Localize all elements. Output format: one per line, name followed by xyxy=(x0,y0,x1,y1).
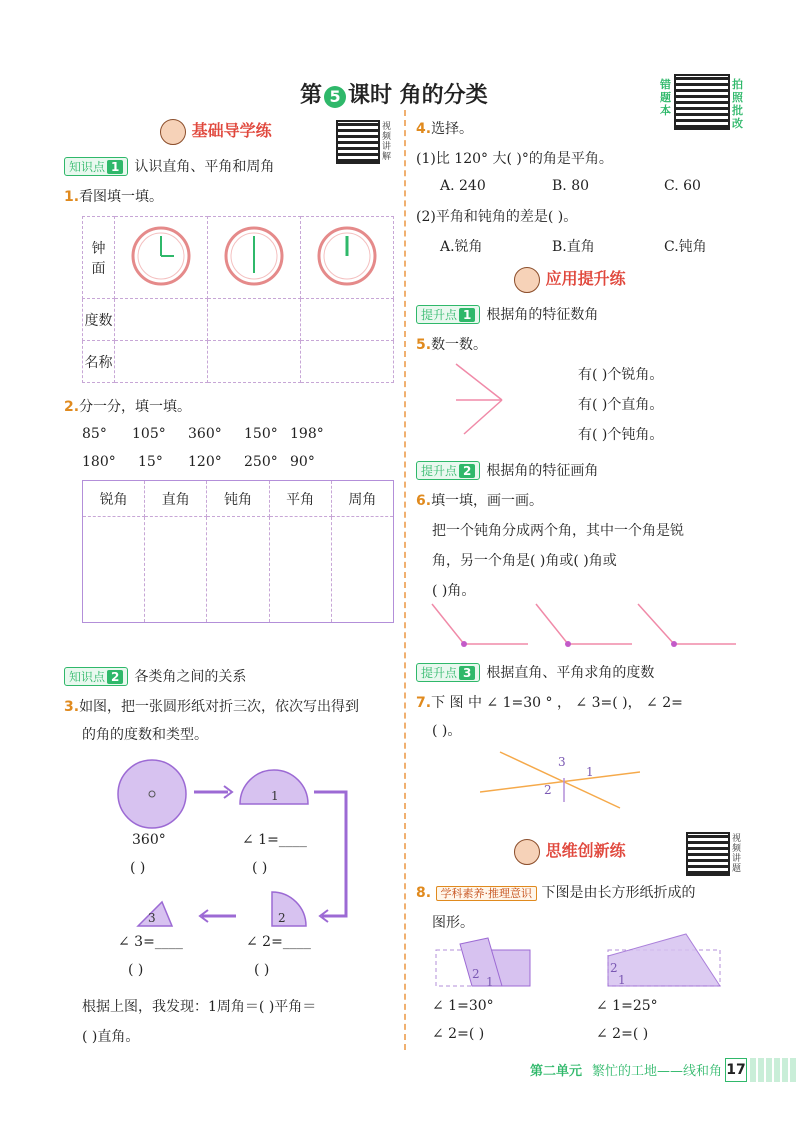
answer-blank[interactable]: ( ) xyxy=(252,860,268,876)
title-suffix: 课时 角的分类 xyxy=(348,83,488,108)
q4-part1: (1)比 120° 大( )°的角是平角。 xyxy=(416,151,613,167)
option[interactable]: C. 60 xyxy=(664,178,701,194)
answer-blank[interactable]: ( ) xyxy=(254,962,270,978)
angle-label-3: 3 xyxy=(148,911,156,925)
footer-title: 繁忙的工地——线和角 xyxy=(592,1064,723,1079)
angle-label-1: 1 xyxy=(486,975,494,989)
footer-decoration xyxy=(750,1058,798,1082)
q5-answer-right[interactable]: 有( )个直角。 xyxy=(578,397,664,413)
q8-angle1-a: ∠ 1=30° xyxy=(432,998,494,1014)
q8-angle2-a[interactable]: ∠ 2=( ) xyxy=(432,1026,485,1042)
kp-text: 认识直角、平角和周角 xyxy=(134,159,275,175)
q7-prompt xyxy=(416,692,683,712)
q3-prompt xyxy=(64,696,359,716)
q4-part2: (2)平角和钝角的差是( )。 xyxy=(416,209,578,225)
kp-text: 根据直角、平角求角的度数 xyxy=(486,665,655,681)
q8-angle1-b: ∠ 1=25° xyxy=(596,998,658,1014)
q1-number: 1. xyxy=(64,189,80,205)
clock-cell xyxy=(301,217,394,299)
kp-text: 根据角的特征画角 xyxy=(486,463,599,479)
kp-tag-num: 3 xyxy=(459,666,475,680)
angle-label-2: 2 xyxy=(472,967,480,981)
q6-line1: 把一个钝角分成两个角，其中一个角是锐 xyxy=(432,523,684,539)
q8-angle2-b[interactable]: ∠ 2=( ) xyxy=(596,1026,649,1042)
angle-value: 250° xyxy=(244,454,278,470)
q4-part1-options xyxy=(440,178,701,194)
q2-values-line2 xyxy=(82,454,315,470)
q4-number: 4. xyxy=(416,121,432,137)
angle-label-1: 1 xyxy=(271,789,279,803)
q7-intersecting-lines xyxy=(480,750,640,810)
qr-label: 视频讲题 xyxy=(732,834,742,874)
column-divider xyxy=(404,110,406,1050)
q3-label-angle1: ∠ 1=____ xyxy=(242,832,307,848)
footer-unit: 第二单元 xyxy=(530,1064,583,1079)
angle-label-1: 1 xyxy=(618,973,626,987)
q3-number: 3. xyxy=(64,699,80,715)
kp-tag-num: 2 xyxy=(107,670,123,684)
q3-text-cont: 的角的度数和类型。 xyxy=(82,727,208,743)
kp-tag-num: 1 xyxy=(107,160,123,174)
answer-cell[interactable] xyxy=(301,299,394,341)
q2-prompt xyxy=(64,396,191,416)
q3-conclusion: 根据上图，我发现：1周角＝( )平角＝ xyxy=(82,999,317,1015)
section-basic-title: 基础导学练 xyxy=(191,121,272,140)
qr-code-icon[interactable] xyxy=(674,74,730,130)
angle-label-2: 2 xyxy=(278,911,286,925)
answer-cell[interactable] xyxy=(208,341,301,383)
option[interactable]: B. 80 xyxy=(552,178,590,194)
angle-value: 120° xyxy=(188,454,222,470)
kp-tag-label: 提升点 xyxy=(421,308,458,322)
q7-text-cont: ( )。 xyxy=(432,723,462,739)
option[interactable]: A. 240 xyxy=(440,178,486,194)
q2-header: 钝角 xyxy=(207,481,269,517)
knowledge-point-4 xyxy=(416,460,598,480)
kp-tag xyxy=(416,461,480,480)
q8-text: 下图是由长方形纸折成的 xyxy=(541,885,696,901)
answer-blank[interactable]: ( ) xyxy=(128,962,144,978)
q2-header: 锐角 xyxy=(83,481,145,517)
answer-cell[interactable] xyxy=(208,299,301,341)
q3-label-angle3: ∠ 3=____ xyxy=(118,934,183,950)
q1-table xyxy=(82,216,394,383)
angle-value: 150° xyxy=(244,426,278,442)
kp-text: 根据角的特征数角 xyxy=(486,307,599,323)
angle-label-3: 3 xyxy=(558,755,566,769)
qr-code-icon[interactable] xyxy=(686,832,730,876)
q6-line2: 角，另一个角是( )角或( )角或 xyxy=(432,553,617,569)
q2-header: 平角 xyxy=(269,481,331,517)
q2-table xyxy=(82,480,394,623)
q6-obtuse-angles xyxy=(426,600,746,656)
q4-part2-options xyxy=(440,236,707,256)
answer-blank[interactable]: ( ) xyxy=(130,860,146,876)
kp-tag-label: 知识点 xyxy=(69,160,106,174)
q1-row-label-char: 钟 xyxy=(91,240,106,257)
section-think-title: 思维创新练 xyxy=(545,841,626,860)
kp-tag xyxy=(416,663,480,682)
q1-row-label-degree: 度数 xyxy=(83,299,115,341)
page-title xyxy=(300,78,488,109)
answer-cell[interactable] xyxy=(115,299,208,341)
option[interactable]: A.锐角 xyxy=(440,239,483,255)
angle-label-2: 2 xyxy=(610,961,618,975)
q4-text: 选择。 xyxy=(431,121,474,137)
knowledge-point-5 xyxy=(416,662,654,682)
q5-rays-figure xyxy=(450,360,510,440)
title-prefix: 第 xyxy=(300,83,323,108)
q6-number: 6. xyxy=(416,493,432,509)
q3-text: 如图，把一张圆形纸对折三次，依次写出得到 xyxy=(79,699,360,715)
kp-text: 各类角之间的关系 xyxy=(134,669,247,685)
q5-prompt xyxy=(416,334,487,354)
answer-cell[interactable] xyxy=(331,517,393,623)
angle-value: 15° xyxy=(138,454,163,470)
q2-number: 2. xyxy=(64,399,80,415)
option[interactable]: C.钝角 xyxy=(664,239,707,255)
q3-label-360: 360° xyxy=(132,832,166,848)
knowledge-point-1 xyxy=(64,156,274,176)
angle-label-1: 1 xyxy=(586,765,594,779)
section-apply-title: 应用提升练 xyxy=(545,269,626,288)
kp-tag-label: 提升点 xyxy=(421,666,458,680)
q7-number: 7. xyxy=(416,695,432,711)
answer-cell[interactable] xyxy=(83,517,145,623)
q2-values-line1 xyxy=(82,426,324,442)
q6-line3: ( )角。 xyxy=(432,583,476,599)
q4-prompt xyxy=(416,118,473,138)
section-basic-banner xyxy=(160,118,272,145)
q8-number: 8. xyxy=(416,885,432,901)
qr-code-icon[interactable] xyxy=(336,120,380,164)
section-apply-banner xyxy=(514,266,626,293)
clock-face-icon xyxy=(209,221,299,291)
q3-conclusion-cont: ( )直角。 xyxy=(82,1029,140,1045)
q2-header: 直角 xyxy=(145,481,207,517)
q8-prompt xyxy=(416,882,695,902)
kp-tag-num: 1 xyxy=(459,308,475,322)
lesson-number-badge: 5 xyxy=(324,86,346,108)
q2-text: 分一分，填一填。 xyxy=(79,399,192,415)
footer xyxy=(530,1060,722,1079)
angle-value: 105° xyxy=(132,426,166,442)
q1-row-label-name xyxy=(83,341,115,383)
q3-label-angle2: ∠ 2=____ xyxy=(246,934,311,950)
clock-cell xyxy=(208,217,301,299)
q1-text: 看图填一填。 xyxy=(79,189,164,205)
kp-tag-num: 2 xyxy=(459,464,475,478)
q5-number: 5. xyxy=(416,337,432,353)
answer-cell[interactable] xyxy=(145,517,207,623)
side-label-right: 拍照批改 xyxy=(732,78,743,130)
q7-text: 下 图 中 ∠ 1=30 ° ， ∠ 3=( )， ∠ 2= xyxy=(431,695,683,711)
angle-value: 90° xyxy=(290,454,315,470)
kp-tag xyxy=(416,305,480,324)
angle-label-2: 2 xyxy=(544,783,552,797)
angle-value: 198° xyxy=(290,426,324,442)
q3-folding-diagram xyxy=(100,756,380,946)
answer-cell[interactable] xyxy=(207,517,269,623)
q2-header: 周角 xyxy=(331,481,393,517)
answer-cell[interactable] xyxy=(301,341,394,383)
clock-face-icon xyxy=(302,221,392,291)
child-mascot-icon xyxy=(514,267,540,293)
clock-cell xyxy=(115,217,208,299)
page-number: 17 xyxy=(725,1058,747,1082)
knowledge-point-3 xyxy=(416,304,598,324)
q5-text: 数一数。 xyxy=(431,337,488,353)
kp-tag xyxy=(64,157,128,176)
q5-answer-obtuse[interactable]: 有( )个钝角。 xyxy=(578,427,664,443)
q1-row-label-char: 名 xyxy=(84,354,99,371)
child-mascot-icon xyxy=(160,119,186,145)
clock-face-icon xyxy=(116,221,206,291)
q6-prompt xyxy=(416,490,543,510)
child-mascot-icon xyxy=(514,839,540,865)
angle-value: 360° xyxy=(188,426,222,442)
q1-prompt xyxy=(64,186,163,206)
q6-text: 填一填，画一画。 xyxy=(431,493,544,509)
q8-text-cont: 图形。 xyxy=(432,915,474,931)
qr-label: 视频讲解 xyxy=(382,122,392,162)
q5-answer-acute[interactable]: 有( )个锐角。 xyxy=(578,367,664,383)
kp-tag-label: 提升点 xyxy=(421,464,458,478)
q1-row-label-clock xyxy=(83,217,115,299)
angle-value: 85° xyxy=(82,426,107,442)
q8-folded-paper-figures xyxy=(430,932,750,992)
kp-tag xyxy=(64,667,128,686)
angle-value: 180° xyxy=(82,454,116,470)
knowledge-point-2 xyxy=(64,666,246,686)
option[interactable]: B.直角 xyxy=(552,239,595,255)
answer-cell[interactable] xyxy=(269,517,331,623)
q1-row-label-char: 称 xyxy=(98,354,113,371)
q8-badge: 学科素养·推理意识 xyxy=(436,886,538,901)
q1-row-label-char: 面 xyxy=(91,260,106,277)
kp-tag-label: 知识点 xyxy=(69,670,106,684)
answer-cell[interactable] xyxy=(115,341,208,383)
section-think-banner xyxy=(514,838,626,865)
side-label-left: 错题本 xyxy=(660,78,671,117)
